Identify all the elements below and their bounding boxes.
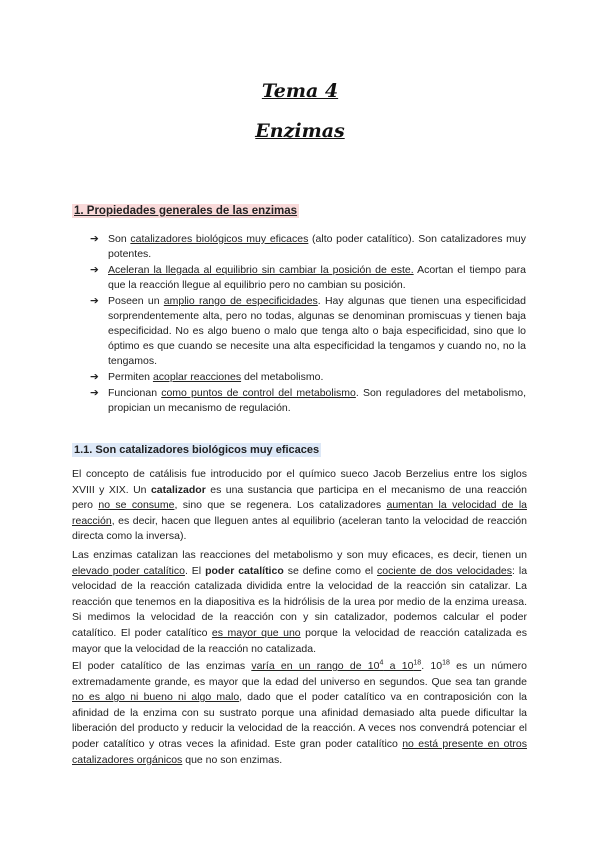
text: Funcionan: [108, 387, 158, 399]
text: . 10: [421, 660, 443, 672]
paragraph-1: [72, 467, 527, 545]
text: es un número extremadamente grande, es mayor que la edad del universo en segundos. Que sea tan grande: [72, 660, 527, 688]
text: se define como el: [287, 564, 374, 577]
underlined-text: amplio rango de especificidades: [163, 295, 318, 307]
bold-text: catalizador: [150, 483, 206, 496]
paragraph-2: [72, 548, 527, 657]
text: que no son enzimas.: [185, 753, 283, 766]
list-item: [90, 232, 526, 262]
underlined-text: [251, 660, 421, 672]
arrow-icon: ➔: [90, 264, 99, 276]
underlined-text: cociente de dos velocidades: [377, 564, 513, 577]
arrow-icon: ➔: [90, 387, 99, 399]
page-subtitle: Enzimas: [255, 120, 345, 142]
paragraph-3: [72, 659, 527, 768]
arrow-icon: ➔: [90, 371, 99, 383]
underlined-text: aumentan la velocidad de la reacción: [72, 499, 527, 527]
text: : la velocidad de la reacción catalizada dividida entre la velocidad de la reacción sin catalizar. La reacción que tenemos en la diapositiva es la hidrólisis de la urea por medio de la enzima ureasa. Si medimos la velocidad de la reacción con y sin catalizador, podemos calcular el poder catalítico. El poder catalítico: [72, 564, 528, 639]
section-heading-1: 1. Propiedades generales de las enzimas: [74, 205, 298, 217]
arrow-icon: ➔: [90, 233, 99, 245]
text: Acortan el tiempo para que la reacción llegue al equilibrio pero no cambian su posición.: [108, 264, 526, 291]
arrow-icon: ➔: [90, 295, 99, 307]
underlined-text: elevado poder catalítico: [72, 564, 185, 577]
text: (alto poder catalítico). Son catalizadores muy potentes.: [108, 233, 526, 260]
text: , es decir, hacen que lleguen antes al equilibrio (aceleran tanto la velocidad de reacción directa como la inversa).: [72, 514, 527, 543]
text: El concepto de catálisis fue introducido por el químico sueco Jacob Berzelius entre los siglos XVIII y XIX. Un: [72, 468, 527, 496]
underlined-text: no es algo ni bueno ni algo malo: [72, 691, 240, 704]
text: . El: [184, 564, 202, 577]
text: . Son reguladores del metabolismo, propician un mecanismo de regulación.: [108, 387, 526, 414]
list-item: [90, 386, 526, 416]
properties-list: [90, 232, 526, 417]
list-item: [90, 263, 526, 293]
text: Permiten: [108, 371, 151, 383]
text: Son: [108, 233, 127, 245]
text: porque la velocidad de reacción catalizada es mayor que la velocidad de la reacción no catalizada.: [72, 626, 527, 655]
superscript: 4: [379, 659, 384, 667]
superscript: 18: [413, 659, 422, 667]
text: Poseen un: [108, 295, 160, 307]
text: del metabolismo.: [244, 371, 324, 383]
underlined-text: no se consume: [98, 499, 175, 512]
text: , dado que el poder catalítico va en contraposición con la afinidad de la enzima con su sustrato porque una afinidad demasiado alta puede dificultar la liberación del producto y reducir la velocidad de la reacción. A veces nos convendrá potenciar el poder catalítico y otras veces la afinidad. Este gran poder catalítico: [72, 691, 527, 750]
underlined-text: Aceleran la llegada al equilibrio sin cambiar la posición de este.: [108, 264, 414, 276]
text: Las enzimas catalizan las reacciones del metabolismo y son muy eficaces, es decir, tienen un: [72, 549, 527, 561]
underlined-text: como puntos de control del metabolismo: [161, 387, 356, 399]
bold-text: poder catalítico: [205, 564, 284, 577]
underlined-text: catalizadores biológicos muy eficaces: [130, 233, 309, 245]
text: es una sustancia que participa en el mecanismo de una reacción pero: [72, 483, 527, 512]
text: a 10: [383, 660, 414, 672]
list-item: [90, 294, 526, 369]
underlined-text: no está presente en otros catalizadores orgánicos: [72, 737, 527, 766]
list-item: [90, 370, 526, 385]
underlined-text: es mayor que uno: [211, 626, 301, 639]
page-title: Tema 4: [261, 80, 339, 102]
underlined-text: acoplar reacciones: [152, 371, 242, 383]
section-heading-1-1: 1.1. Son catalizadores biológicos muy eficaces: [74, 444, 320, 456]
text: , sino que se regenera. Los catalizadores: [174, 499, 382, 512]
text: El poder catalítico de las enzimas: [72, 660, 246, 672]
text: varía en un rango de 10: [251, 660, 380, 672]
superscript: 18: [442, 659, 450, 667]
text: . Hay algunas que tienen una especificidad sorprendentemente alta, pero no todas, algunas se denominan promiscuas y tienen baja especificidad. No es algo bueno o malo que tenga alto o baja especificidad, sino que lo óptimo es que cuando se necesite una alta especificidad la tengamos y cuando no, no la tengamos.: [108, 295, 526, 367]
